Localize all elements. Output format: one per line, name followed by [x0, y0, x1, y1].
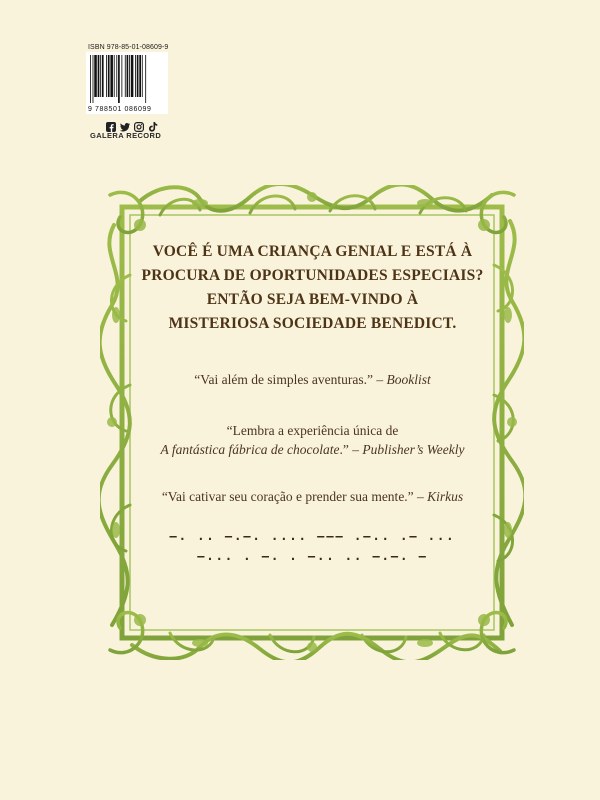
barcode — [86, 52, 168, 114]
twitter-icon — [120, 119, 130, 129]
quote-text: “Vai além de simples aventuras.” – — [194, 372, 387, 387]
tiktok-icon — [148, 119, 158, 129]
barcode-number: 9 788501 086099 — [88, 106, 152, 113]
cover-text — [140, 240, 485, 566]
quote-source: Kirkus — [427, 489, 464, 504]
quote-text: “Lembra a experiência única de — [226, 423, 399, 438]
morse-code-line-2: –... . –. . –.. .. –.–. – — [197, 549, 428, 563]
headline-line-1: VOCÊ É UMA CRIANÇA GENIAL E ESTÁ À — [152, 243, 473, 260]
headline-line-4: MISTERIOSA SOCIEDADE BENEDICT. — [168, 315, 457, 332]
headline — [140, 240, 485, 336]
publisher-name: GALERA RECORD — [90, 131, 162, 140]
instagram-icon — [134, 119, 144, 129]
headline-line-3: ENTÃO SEJA BEM-VINDO À — [206, 291, 419, 308]
barcode-block — [86, 44, 168, 140]
headline-line-2: PROCURA DE OPORTUNIDADES ESPECIAIS? — [141, 267, 484, 284]
quote-tail: .” – — [339, 442, 363, 457]
quote-source: Publisher’s Weekly — [362, 442, 465, 457]
morse-code-line-1: –. .. –.–. .... ––– .–.. .– ... — [169, 529, 456, 543]
quote-publishers-weekly — [140, 421, 485, 459]
facebook-icon — [106, 119, 116, 129]
quote-text: “Vai cativar seu coração e prender sua mente.” – — [161, 489, 428, 504]
quote-book-title: A fantástica fábrica de chocolate — [160, 442, 340, 457]
isbn-label: ISBN 978-85-01-08609-9 — [88, 44, 169, 51]
quote-kirkus — [140, 487, 485, 506]
quote-booklist — [140, 370, 485, 389]
barcode-bars — [90, 55, 164, 103]
social-icons — [106, 119, 168, 129]
quote-source: Booklist — [386, 372, 431, 387]
